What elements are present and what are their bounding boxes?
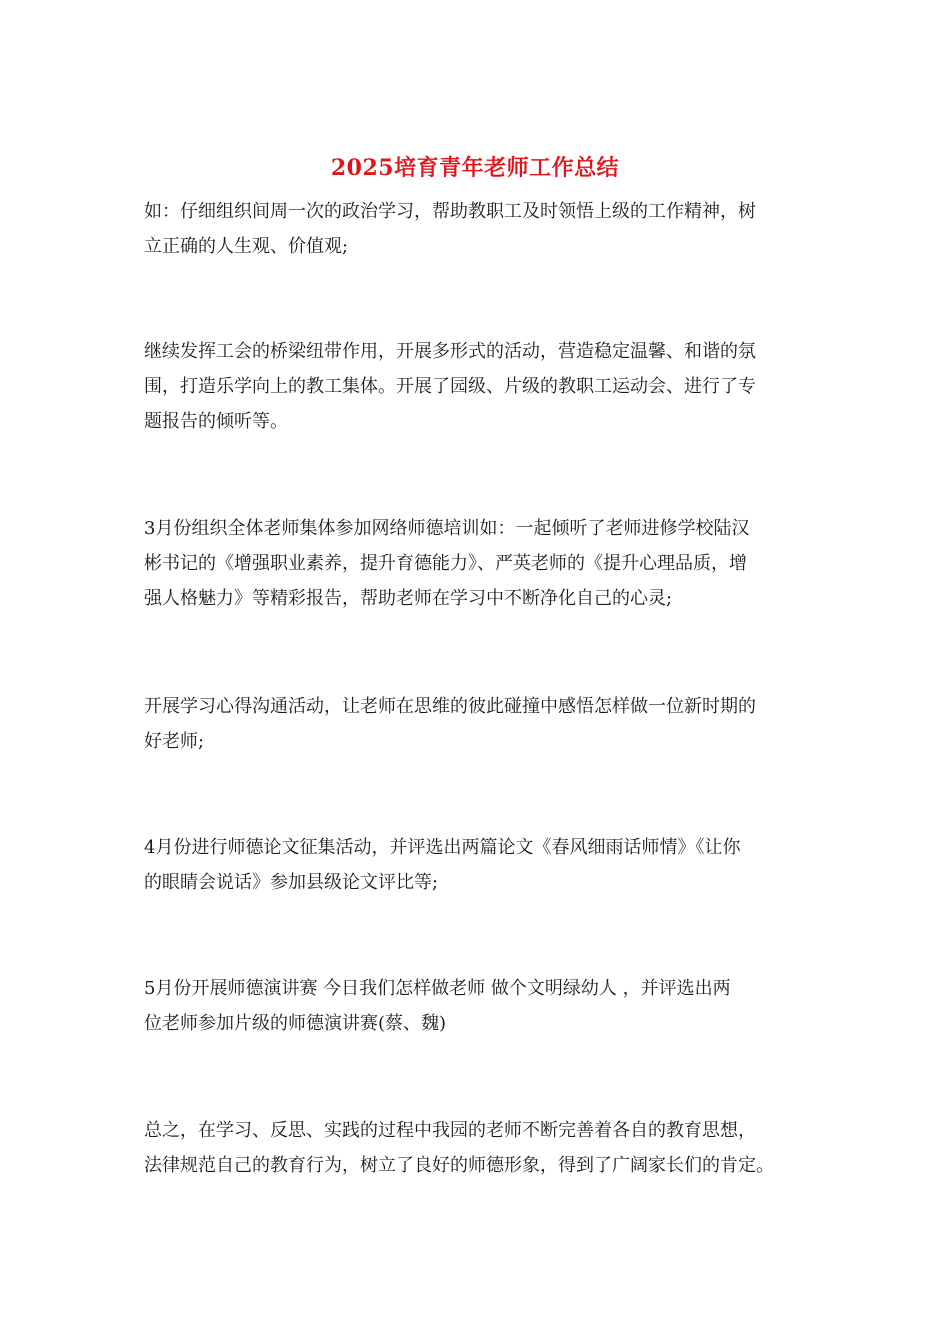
paragraph-line: 3月份组织全体老师集体参加网络师德培训如：一起倾听了老师进修学校陆汉 xyxy=(144,518,750,539)
paragraph-7 xyxy=(144,1113,808,1183)
document-title: 2025培育青年老师工作总结 xyxy=(330,155,620,181)
paragraph-4 xyxy=(144,689,808,759)
paragraph-line: 位老师参加片级的师德演讲赛(蔡、魏) xyxy=(144,1013,447,1034)
paragraph-line: 继续发挥工会的桥梁纽带作用，开展多形式的活动，营造稳定温馨、和谐的氛 xyxy=(144,341,756,362)
paragraph-5 xyxy=(144,830,808,900)
paragraph-line: 法律规范自己的教育行为，树立了良好的师德形象，得到了广阔家长们的肯定。 xyxy=(144,1155,774,1176)
paragraph-line: 开展学习心得沟通活动，让老师在思维的彼此碰撞中感悟怎样做一位新时期的 xyxy=(144,696,756,717)
paragraph-line: 的眼睛会说话》参加县级论文评比等; xyxy=(144,872,439,893)
paragraph-1 xyxy=(144,194,808,264)
paragraph-line: 立正确的人生观、价值观; xyxy=(144,236,349,257)
paragraph-line: 围，打造乐学向上的教工集体。开展了园级、片级的教职工运动会、进行了专 xyxy=(144,376,756,397)
paragraph-line: 强人格魅力》等精彩报告，帮助老师在学习中不断净化自己的心灵; xyxy=(144,588,673,609)
paragraph-line: 彬书记的《增强职业素养，提升育德能力》、严英老师的《提升心理品质，增 xyxy=(144,553,747,574)
paragraph-line: 5月份开展师德演讲赛 今日我们怎样做老师 做个文明绿幼人 ，并评选出两 xyxy=(144,978,731,999)
paragraph-line: 如：仔细组织间周一次的政治学习，帮助教职工及时领悟上级的工作精神，树 xyxy=(144,201,756,222)
paragraph-3 xyxy=(144,511,808,616)
paragraph-6 xyxy=(144,971,808,1041)
paragraph-line: 4月份进行师德论文征集活动，并评选出两篇论文《春风细雨话师情》《让你 xyxy=(144,837,741,858)
paragraph-2 xyxy=(144,334,808,439)
paragraph-line: 好老师; xyxy=(144,731,205,752)
paragraph-line: 题报告的倾听等。 xyxy=(144,411,288,432)
paragraph-line: 总之，在学习、反思、实践的过程中我园的老师不断完善着各自的教育思想， xyxy=(144,1120,756,1141)
